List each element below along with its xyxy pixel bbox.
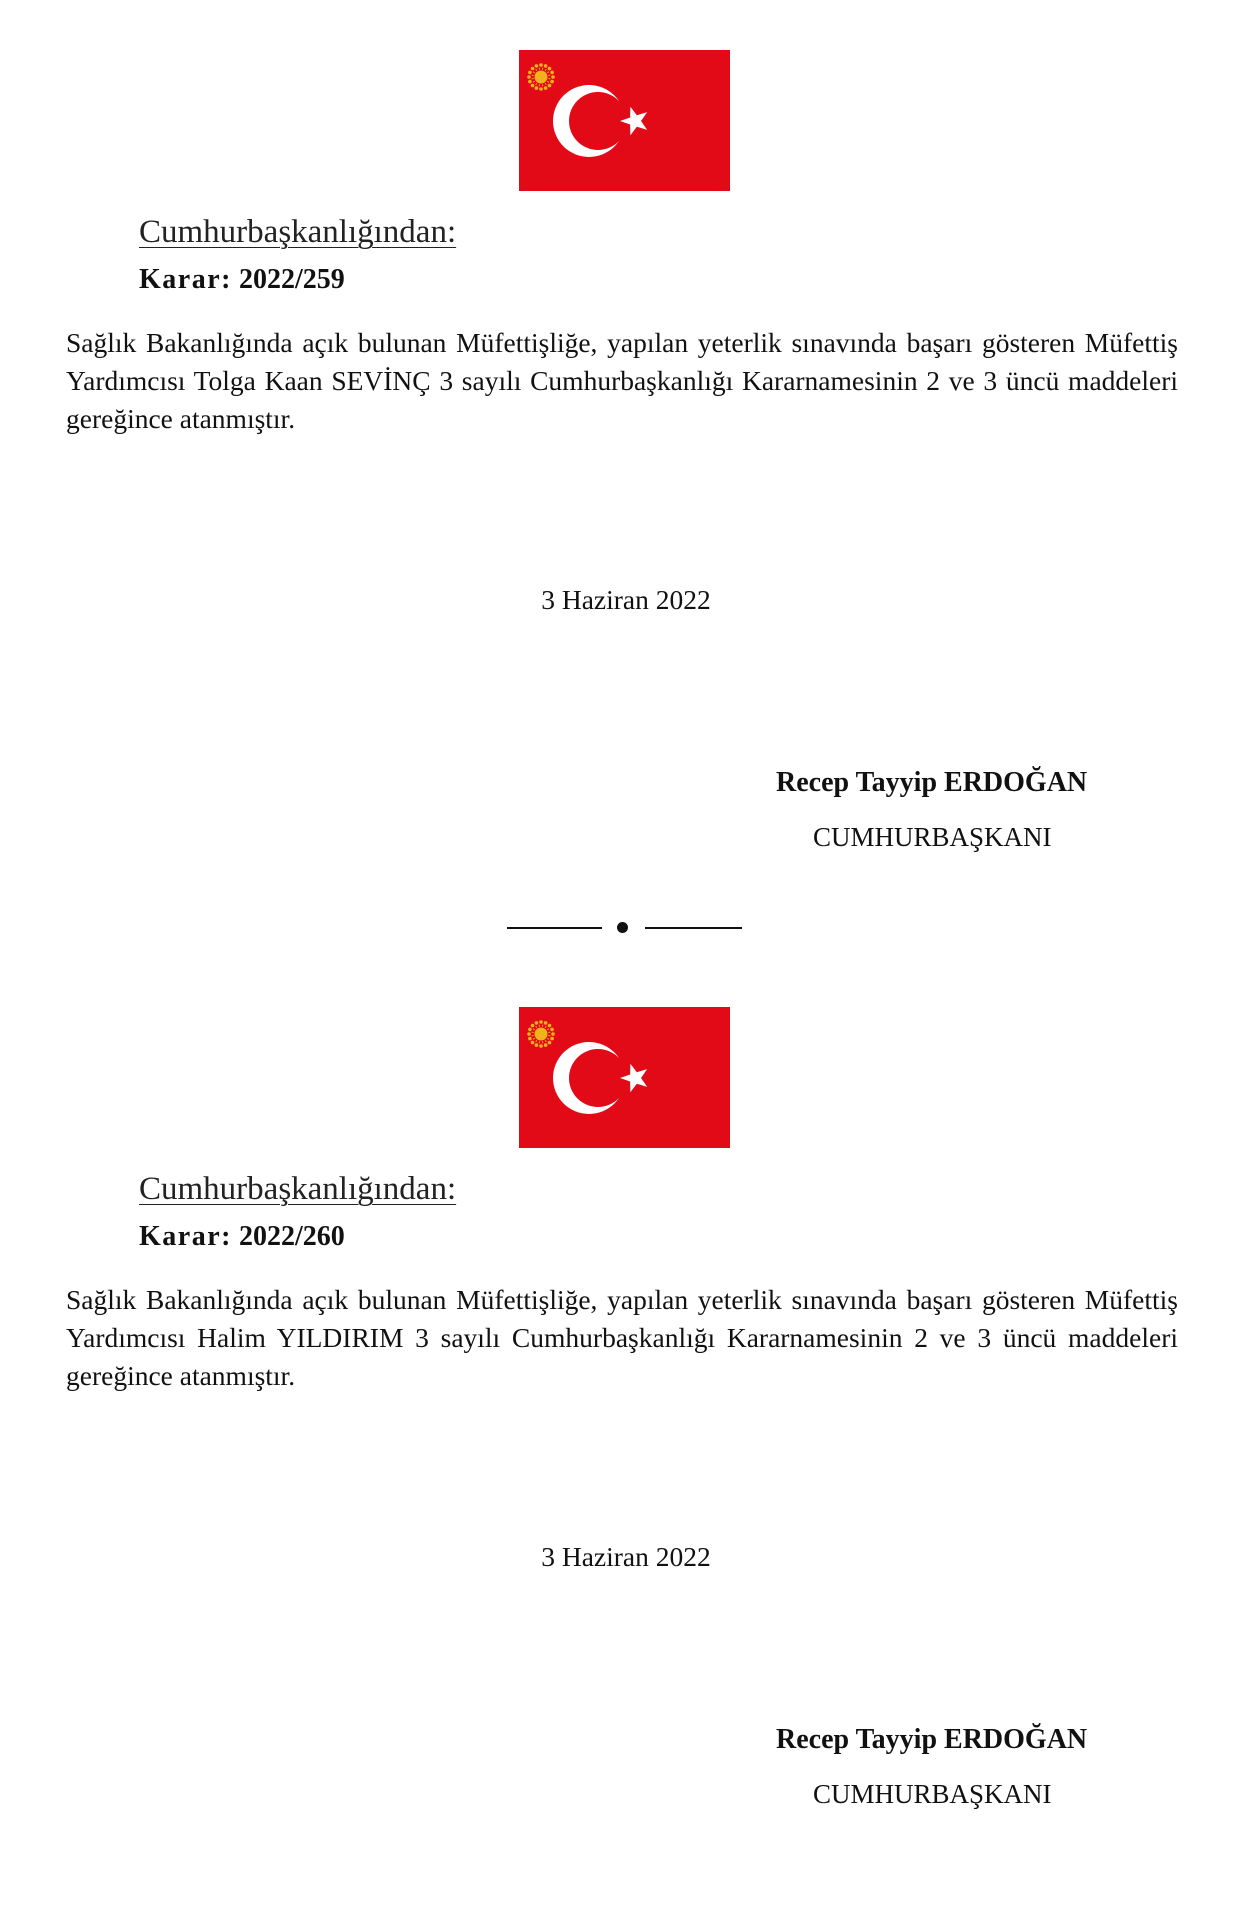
decision-date: 3 Haziran 2022 [541, 584, 711, 615]
seal-star-icon [531, 1024, 535, 1028]
seal-star-icon [531, 1041, 535, 1045]
seal-star-icon [550, 1037, 554, 1041]
signatory-name: Recep Tayyip ERDOĞAN [776, 1724, 1088, 1755]
seal-star-icon [539, 87, 543, 91]
seal-star-icon [528, 80, 532, 84]
seal-star-icon [531, 84, 535, 88]
decision-number [139, 264, 345, 296]
turkish-flag-with-presidential-seal-icon [519, 1007, 730, 1148]
decision-label: Karar: [139, 1221, 232, 1252]
seal-star-icon [544, 86, 548, 90]
decision-number-value: 2022/259 [238, 264, 345, 295]
issuer-heading: Cumhurbaşkanlığından: [139, 1171, 457, 1207]
seal-star-icon [528, 1037, 532, 1041]
seal-sun-icon [535, 71, 548, 84]
seal-star-icon [527, 75, 531, 79]
decision-number [139, 1221, 345, 1253]
separator-line-right [645, 927, 742, 929]
seal-sun-icon [535, 1028, 548, 1041]
seal-star-icon [550, 80, 554, 84]
seal-star-icon [550, 1028, 554, 1032]
seal-star-icon [535, 1043, 539, 1047]
seal-star-icon [550, 71, 554, 75]
seal-star-icon [528, 1028, 532, 1032]
signatory-title: CUMHURBAŞKANI [813, 822, 1052, 852]
separator-bullet-icon [617, 922, 628, 933]
seal-star-icon [551, 1032, 555, 1036]
decision-body: Sağlık Bakanlığında açık bulunan Müfettişliğe, yapılan yeterlik sınavında başarı gösteren Müfettiş Yardımcısı Tolga Kaan SEVİNÇ 3 sayılı Cumhurbaşkanlığı Kararnamesinin 2 ve 3 üncü maddeleri gereğince atanmıştır. [66, 327, 1178, 434]
bullet-separator [505, 915, 745, 939]
decision-label: Karar: [139, 264, 232, 295]
turkish-flag-with-presidential-seal-icon [519, 50, 730, 191]
signatory-title: CUMHURBAŞKANI [813, 1779, 1052, 1809]
decision-body: Sağlık Bakanlığında açık bulunan Müfettişliğe, yapılan yeterlik sınavında başarı gösteren Müfettiş Yardımcısı Halim YILDIRIM 3 sayılı Cumhurbaşkanlığı Kararnamesinin 2 ve 3 üncü maddeleri gereğince atanmıştır. [66, 1284, 1178, 1391]
seal-star-icon [539, 1020, 543, 1024]
decision-date: 3 Haziran 2022 [541, 1541, 711, 1572]
seal-star-icon [528, 71, 532, 75]
seal-star-icon [535, 64, 539, 68]
signatory-name: Recep Tayyip ERDOĞAN [776, 767, 1088, 798]
seal-star-icon [535, 1021, 539, 1025]
seal-star-icon [551, 75, 555, 79]
seal-star-icon [527, 1032, 531, 1036]
seal-star-icon [548, 84, 552, 88]
seal-star-icon [548, 67, 552, 71]
seal-star-icon [539, 63, 543, 67]
separator-line-left [507, 927, 602, 929]
decision-number-value: 2022/260 [238, 1221, 345, 1252]
seal-star-icon [548, 1024, 552, 1028]
seal-star-icon [535, 86, 539, 90]
seal-star-icon [544, 1043, 548, 1047]
seal-star-icon [539, 1044, 543, 1048]
seal-star-icon [544, 1021, 548, 1025]
seal-star-icon [548, 1041, 552, 1045]
seal-star-icon [531, 67, 535, 71]
issuer-heading: Cumhurbaşkanlığından: [139, 214, 457, 250]
seal-star-icon [544, 64, 548, 68]
